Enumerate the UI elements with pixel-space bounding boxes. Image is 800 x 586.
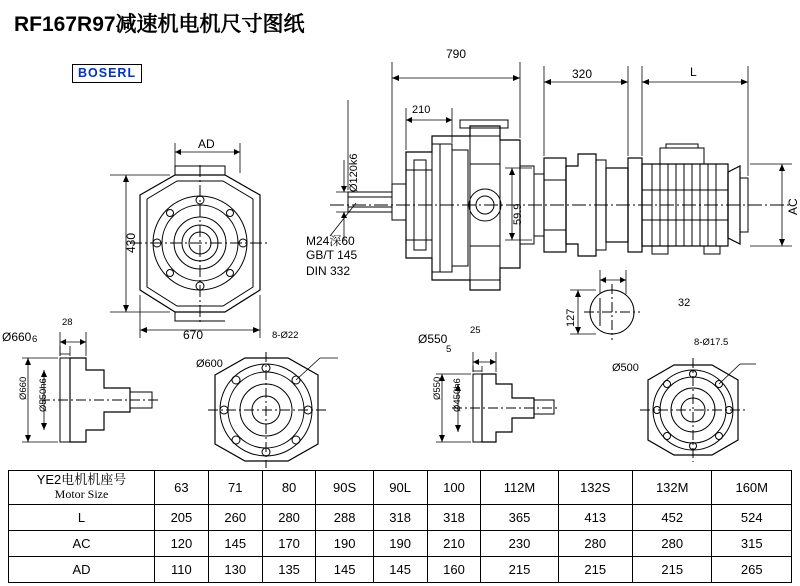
dim-5-label: 5: [446, 344, 452, 355]
table-col-1: 71: [208, 471, 262, 505]
dim-shaft-dia-label: Ø120k6: [348, 153, 360, 192]
cell-L-2: 280: [262, 504, 316, 530]
cell-AC-9: 315: [712, 530, 792, 556]
row-label-AD: AD: [9, 556, 155, 582]
cell-AC-6: 230: [481, 530, 558, 556]
cell-AC-3: 190: [316, 530, 373, 556]
cell-L-3: 288: [316, 504, 373, 530]
page-title: RF167R97减速机电机尺寸图纸: [14, 13, 305, 36]
main-assembly-side-view: [330, 120, 790, 290]
dim-550h6-v-label: Ø550h6: [38, 378, 49, 412]
cell-L-0: 205: [155, 504, 209, 530]
cell-AD-9: 265: [712, 556, 792, 582]
brand-logo: BOSERL: [72, 64, 142, 83]
cell-L-4: 318: [373, 504, 427, 530]
dim-AD-label: AD: [198, 137, 215, 151]
cell-AC-7: 280: [558, 530, 632, 556]
cell-AD-3: 145: [316, 556, 373, 582]
dim-59-9-label: 59.9: [512, 203, 524, 225]
dim-25-label: 25: [470, 325, 481, 336]
cell-AC-0: 120: [155, 530, 209, 556]
cell-AD-0: 110: [155, 556, 209, 582]
cell-AC-5: 210: [427, 530, 481, 556]
cell-AD-7: 215: [558, 556, 632, 582]
table-col-5: 100: [427, 471, 481, 505]
motor-size-table: [8, 470, 792, 583]
note-din: DIN 332: [306, 264, 351, 278]
table-col-3: 90S: [316, 471, 373, 505]
dim-550-mid-label: Ø550: [418, 332, 448, 346]
cell-AD-2: 135: [262, 556, 316, 582]
dim-450h6-v-label: Ø450h6: [452, 378, 463, 412]
cell-L-5: 318: [427, 504, 481, 530]
left-front-view: [130, 165, 270, 322]
dim-600-label: Ø600: [196, 358, 223, 370]
dim-790: [392, 62, 520, 190]
row-label-L: L: [9, 504, 155, 530]
table-row: [9, 504, 792, 530]
dim-550-v-label: Ø550: [432, 376, 443, 400]
table-col-9: 160M: [712, 471, 792, 505]
dim-6-label: 6: [32, 334, 38, 345]
cell-AC-2: 170: [262, 530, 316, 556]
table-col-8: 132M: [632, 471, 712, 505]
table-col-7: 132S: [558, 471, 632, 505]
table-row: [9, 556, 792, 582]
note-gb: GB/T 145: [306, 248, 358, 262]
table-header-label: [9, 471, 155, 505]
table-col-2: 80: [262, 471, 316, 505]
cell-AD-8: 215: [632, 556, 712, 582]
bottom-flange-500-view: [640, 358, 756, 462]
table-header-cn: YE2电机机座号: [36, 472, 127, 487]
key-section-view: [570, 270, 640, 340]
dim-L: [642, 66, 748, 176]
cell-AC-8: 280: [632, 530, 712, 556]
cell-AD-6: 215: [481, 556, 558, 582]
dim-660-left-label: Ø660: [2, 330, 32, 344]
dim-660-v-label: Ø660: [18, 376, 29, 400]
dim-127-label: 127: [565, 308, 577, 327]
dim-28-label: 28: [62, 317, 73, 328]
table-col-4: 90L: [373, 471, 427, 505]
dim-AC-label: AC: [786, 198, 800, 215]
cell-AD-5: 160: [427, 556, 481, 582]
holes-8x22-label: 8-Ø22: [272, 330, 299, 341]
main-drawing: [0, 40, 800, 470]
cell-L-8: 452: [632, 504, 712, 530]
table-row: [9, 530, 792, 556]
bottom-flange-600-view: [208, 352, 338, 468]
table-header-en: Motor Size: [54, 486, 109, 501]
row-label-AC: AC: [9, 530, 155, 556]
dim-L-label: L: [690, 65, 697, 79]
cell-L-9: 524: [712, 504, 792, 530]
dim-790-label: 790: [446, 47, 467, 61]
cell-L-7: 413: [558, 504, 632, 530]
dim-320-label: 320: [572, 67, 593, 81]
table-col-6: 112M: [481, 471, 558, 505]
dim-500-label: Ø500: [612, 362, 639, 374]
holes-8x17-5-label: 8-Ø17.5: [694, 337, 729, 348]
table-header-row: [9, 471, 792, 505]
cell-AC-1: 145: [208, 530, 262, 556]
dim-430-label: 430: [124, 232, 138, 253]
cell-AC-4: 190: [373, 530, 427, 556]
cell-AD-1: 130: [208, 556, 262, 582]
dim-210-label: 210: [412, 104, 431, 116]
cell-L-6: 365: [481, 504, 558, 530]
dim-32-label: 32: [678, 297, 691, 309]
table-col-0: 63: [155, 471, 209, 505]
cell-L-1: 260: [208, 504, 262, 530]
note-thread: M24深60: [306, 234, 355, 248]
cell-AD-4: 145: [373, 556, 427, 582]
dim-670-label: 670: [183, 328, 204, 342]
